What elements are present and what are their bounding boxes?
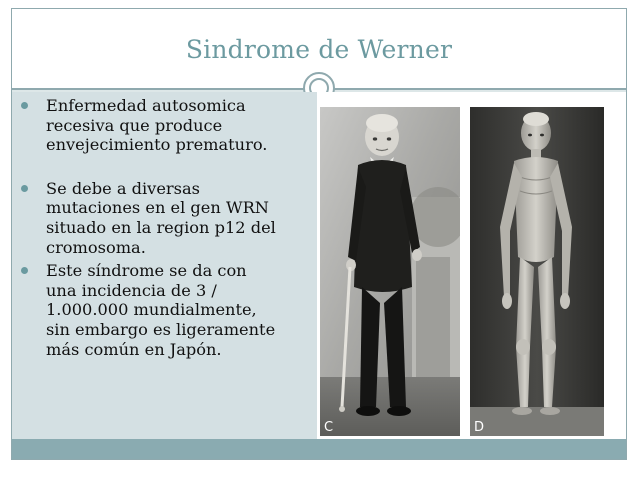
footer-band bbox=[12, 439, 626, 459]
bullet-item-incidence bbox=[14, 261, 304, 359]
bullet-dot-icon bbox=[21, 267, 28, 274]
slide-title: Sindrome de Werner bbox=[185, 35, 453, 64]
photo-patient-clothed bbox=[320, 107, 460, 436]
bullet-dot-icon bbox=[21, 185, 28, 192]
bullet-item-inheritance bbox=[14, 96, 304, 155]
bullet-text: Se debe a diversas mutaciones en el gen WRN situado en la region p12 del cromosoma. bbox=[46, 178, 276, 257]
photo-patient-unclothed bbox=[470, 107, 604, 436]
bullet-text: Este síndrome se da con una incidencia de 3 / 1.000.000 mundialmente, sin embargo es ligeramente más común en Japón. bbox=[46, 261, 276, 359]
bullet-text: Enfermedad autosomica recesiva que produce envejecimiento prematuro. bbox=[46, 96, 268, 155]
photo-label-c: C bbox=[324, 420, 334, 435]
bullet-list bbox=[14, 96, 304, 359]
bullet-dot-icon bbox=[21, 102, 28, 109]
photo-label-d: D bbox=[474, 420, 485, 435]
bullet-item-mutations bbox=[14, 179, 304, 257]
